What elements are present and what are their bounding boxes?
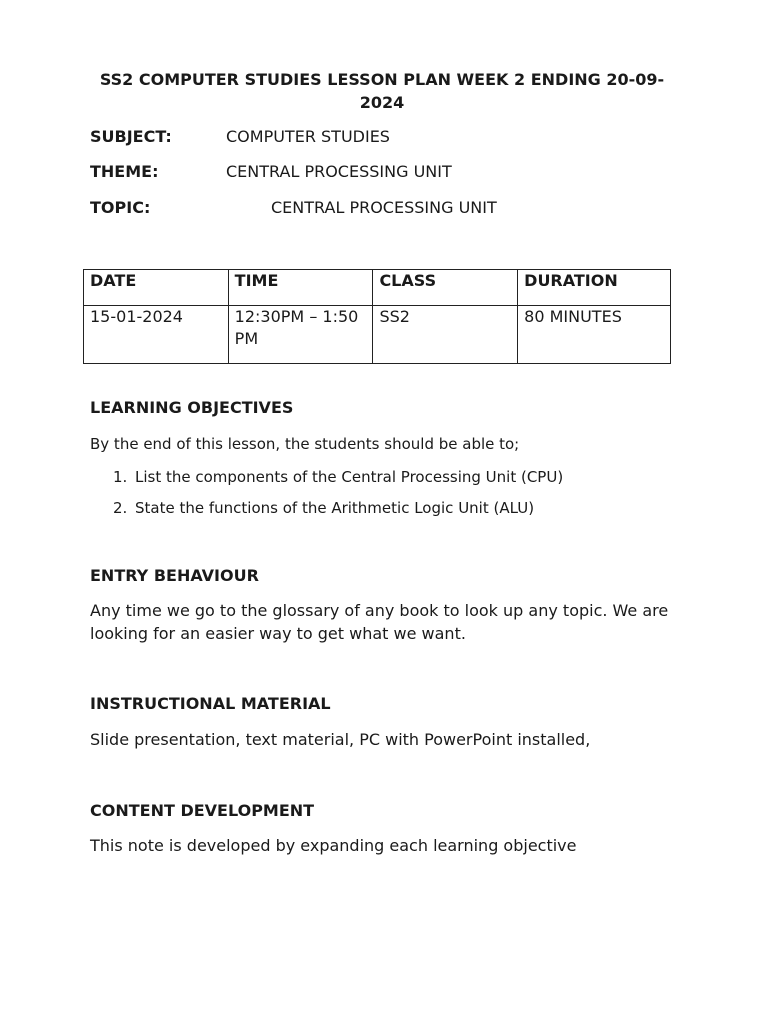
header-duration: DURATION xyxy=(518,270,671,306)
header-class: CLASS xyxy=(373,270,518,306)
list-item xyxy=(113,467,563,487)
theme-label: THEME: xyxy=(90,162,159,181)
subject-label: SUBJECT: xyxy=(90,127,172,146)
instructional-material-heading: INSTRUCTIONAL MATERIAL xyxy=(90,694,331,713)
list-item-text: List the components of the Central Processing Unit (CPU) xyxy=(135,468,564,486)
cell-date: 15-01-2024 xyxy=(84,306,229,364)
cell-time: 12:30PM – 1:50 PM xyxy=(228,306,373,364)
list-item-number: 2. xyxy=(113,499,128,517)
header-date: DATE xyxy=(84,270,229,306)
entry-behaviour-heading: ENTRY BEHAVIOUR xyxy=(90,566,259,585)
list-item-text: State the functions of the Arithmetic Logic Unit (ALU) xyxy=(135,499,535,517)
content-development-text: This note is developed by expanding each learning objective xyxy=(90,836,577,855)
instructional-material-text: Slide presentation, text material, PC with PowerPoint installed, xyxy=(90,730,591,749)
theme-value: CENTRAL PROCESSING UNIT xyxy=(226,162,452,181)
topic-label: TOPIC: xyxy=(90,198,151,217)
table-row xyxy=(84,306,671,364)
content-development-heading: CONTENT DEVELOPMENT xyxy=(90,801,315,820)
document-title: SS2 COMPUTER STUDIES LESSON PLAN WEEK 2 ENDING 20-09-2024 xyxy=(99,70,665,112)
lesson-info-table xyxy=(83,269,671,364)
list-item xyxy=(113,498,534,518)
cell-duration: 80 MINUTES xyxy=(518,306,671,364)
topic-value: CENTRAL PROCESSING UNIT xyxy=(271,198,497,217)
objectives-heading: LEARNING OBJECTIVES xyxy=(90,398,294,417)
list-item-number: 1. xyxy=(113,468,128,486)
header-time: TIME xyxy=(228,270,373,306)
table-header-row xyxy=(84,270,671,306)
subject-value: COMPUTER STUDIES xyxy=(226,127,390,146)
cell-class: SS2 xyxy=(373,306,518,364)
entry-behaviour-text: Any time we go to the glossary of any book to look up any topic. We are looking for an easier way to get what we want. xyxy=(90,601,669,643)
objectives-intro: By the end of this lesson, the students should be able to; xyxy=(90,435,520,453)
